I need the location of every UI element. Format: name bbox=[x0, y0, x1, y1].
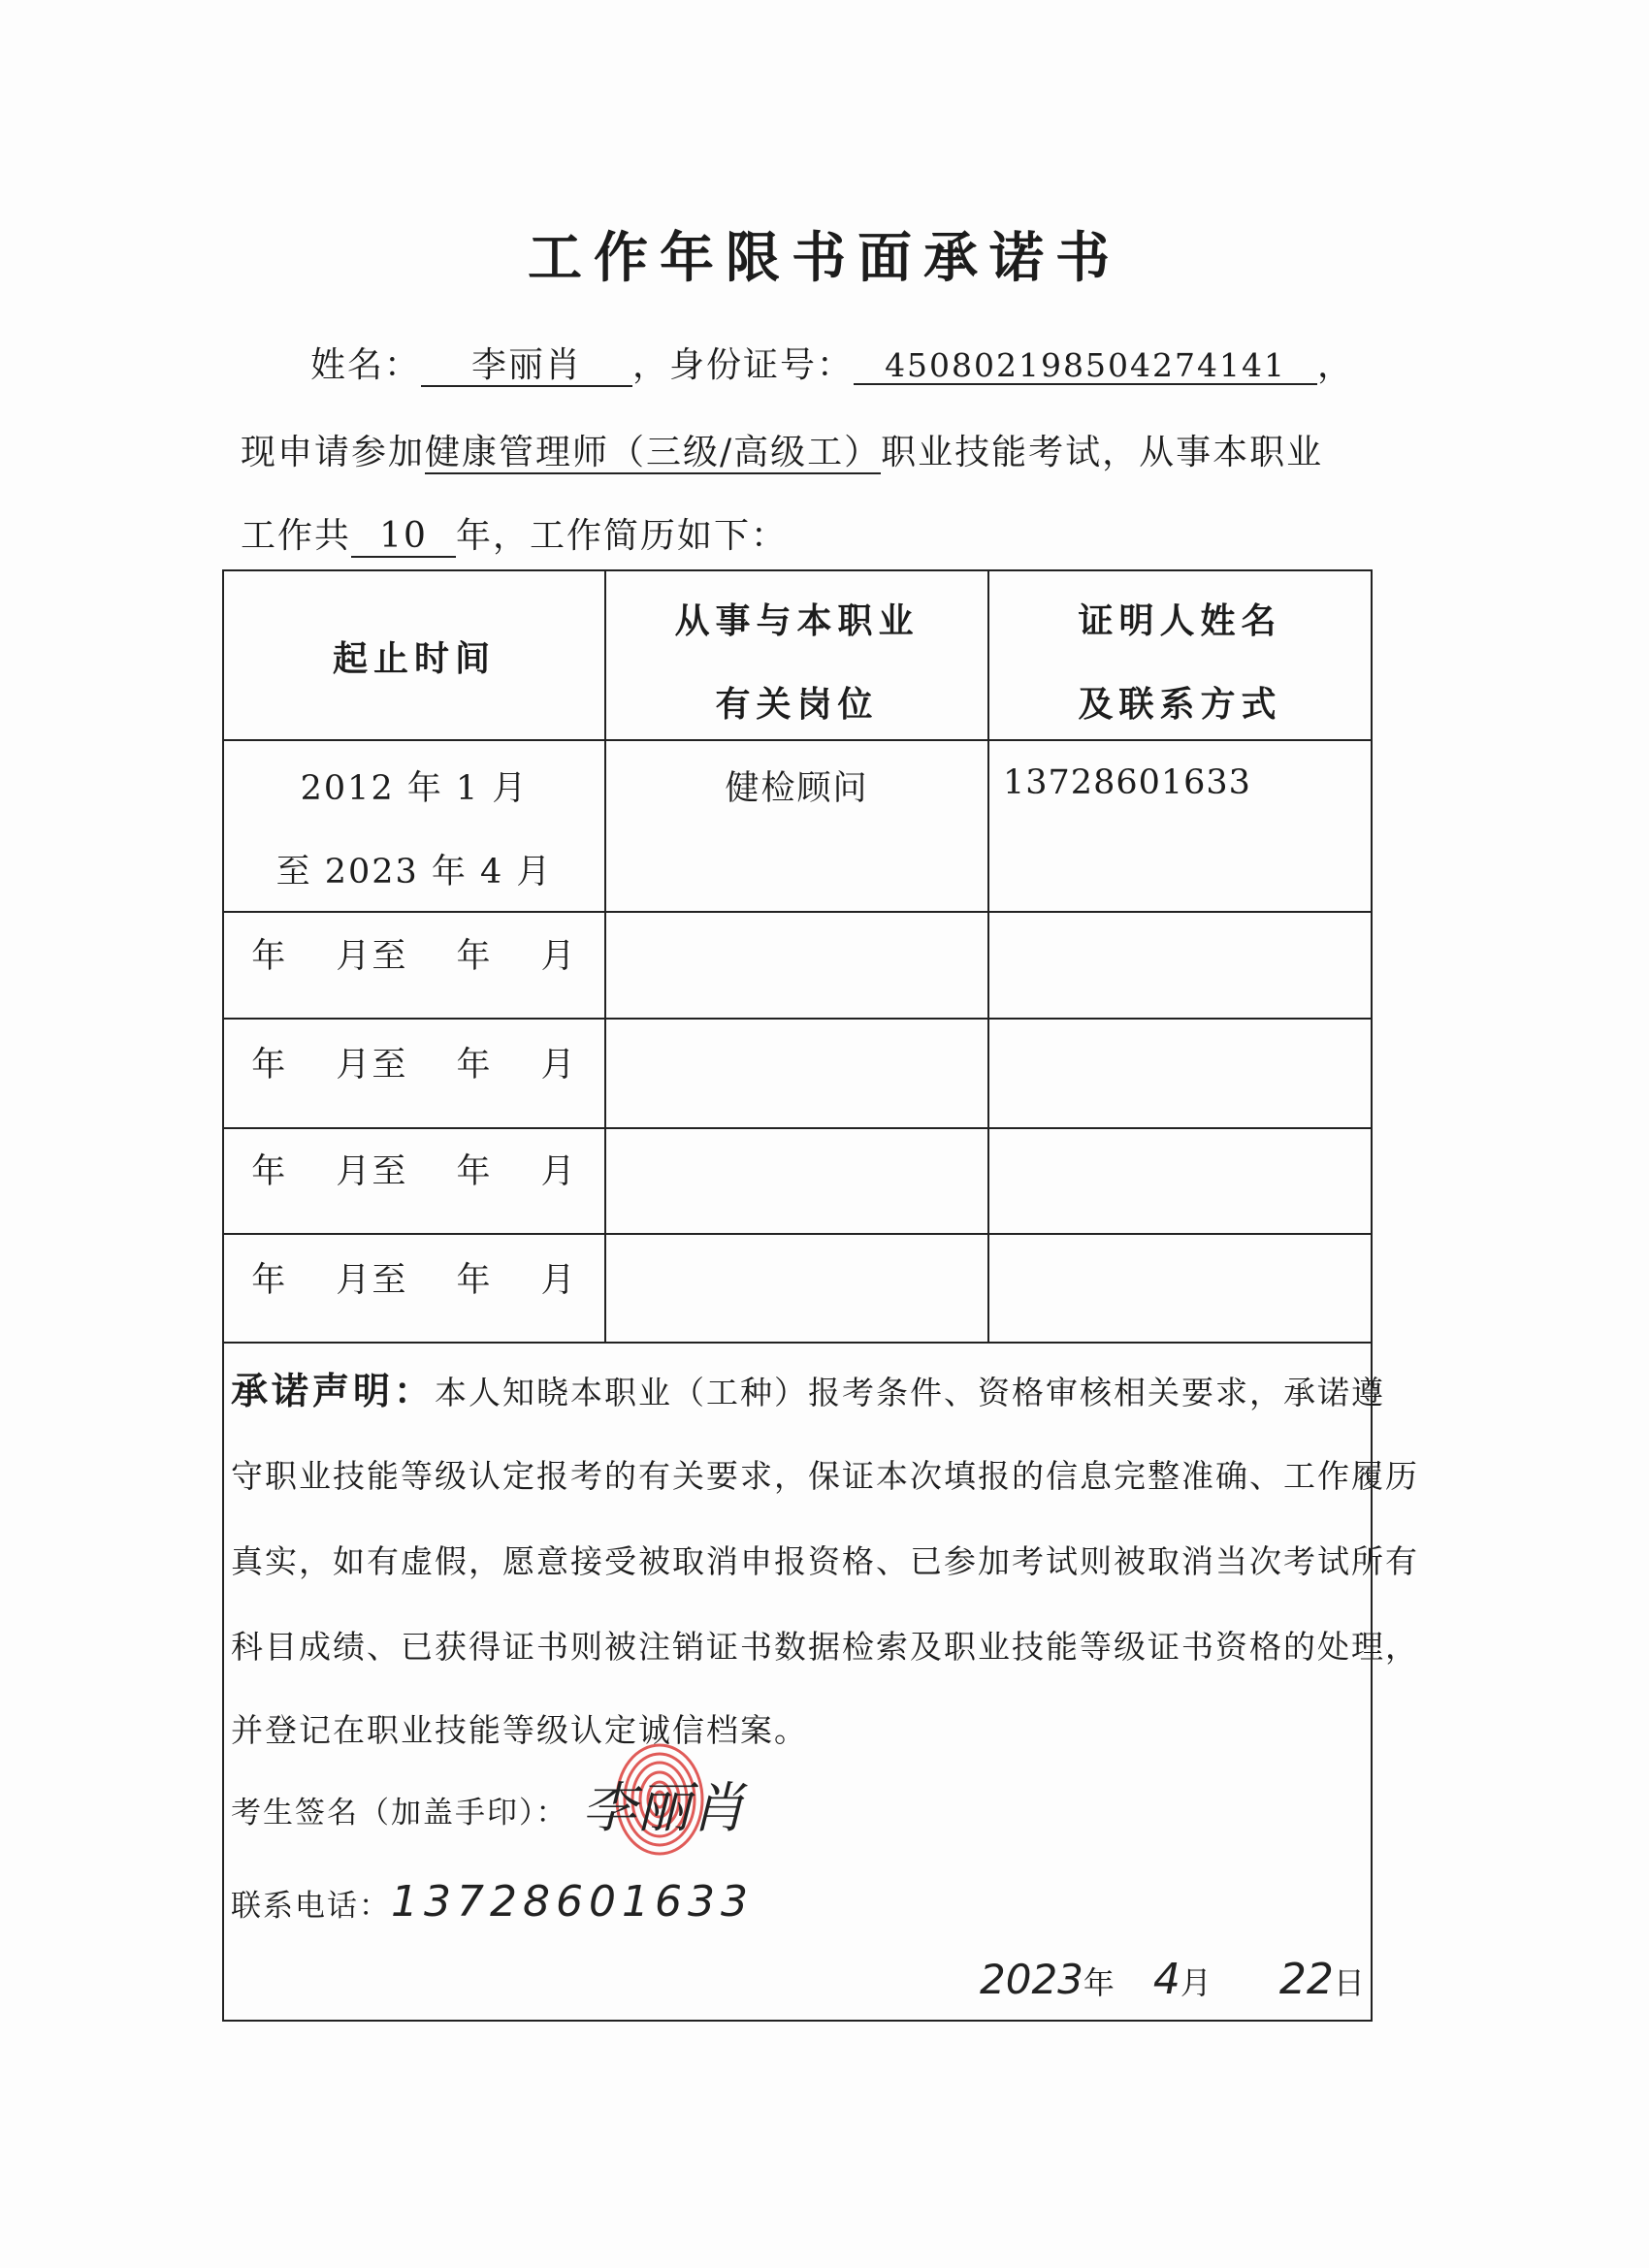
row2-period: 年 月至 年 月 bbox=[251, 937, 577, 976]
apply-prefix: 现申请参加 bbox=[241, 433, 426, 472]
date-month-unit: 月 bbox=[1180, 1964, 1212, 2001]
row4-period: 年 月至 年 月 bbox=[251, 1152, 577, 1191]
apply-suffix: 职业技能考试，从事本职业 bbox=[881, 433, 1324, 472]
date-day-unit: 日 bbox=[1333, 1964, 1365, 2001]
row1-period-line2: 至 2023 年 4 月 bbox=[275, 853, 553, 891]
id-label: ，身份证号： bbox=[632, 345, 855, 385]
sign-label: 考生签名（加盖手印）： bbox=[231, 1796, 568, 1831]
row3-period: 年 月至 年 月 bbox=[251, 1046, 577, 1085]
declaration-line1 bbox=[231, 1348, 1385, 1436]
date-year: 2023 bbox=[980, 1956, 1083, 2003]
name-label: 姓名： bbox=[310, 345, 422, 385]
id-value: 450802198504274141 bbox=[854, 348, 1317, 385]
row5-period: 年 月至 年 月 bbox=[251, 1261, 577, 1300]
row1-witness: 13728601633 bbox=[1003, 763, 1251, 802]
declaration-text-1: 本人知晓本职业（工种）报考条件、资格审核相关要求，承诺遵 bbox=[435, 1374, 1386, 1411]
declaration-line5: 并登记在职业技能等级认定诚信档案。 bbox=[231, 1711, 808, 1749]
phone-line bbox=[231, 1877, 754, 1927]
header-position-line2: 有关岗位 bbox=[715, 685, 879, 725]
declaration-line3: 真实，如有虚假，愿意接受被取消申报资格、已参加考试则被取消当次考试所有 bbox=[231, 1542, 1419, 1580]
signature-handwritten: 李丽肖 bbox=[582, 1777, 745, 1840]
phone-label: 联系电话： bbox=[231, 1889, 391, 1924]
header-witness-line1: 证明人姓名 bbox=[1078, 601, 1282, 641]
declaration-line4: 科目成绩、已获得证书则被注销证书数据检索及职业技能等级证书资格的处理， bbox=[231, 1628, 1419, 1666]
phone-handwritten: 13728601633 bbox=[391, 1877, 754, 1927]
header-witness-line2: 及联系方式 bbox=[1078, 685, 1282, 725]
header-position-line1: 从事与本职业 bbox=[674, 601, 920, 641]
name-value: 李丽肖 bbox=[421, 346, 632, 387]
declaration-label: 承诺声明： bbox=[231, 1370, 436, 1412]
page-title: 工作年限书面承诺书 bbox=[528, 227, 1121, 290]
row1-position: 健检顾问 bbox=[725, 769, 869, 808]
date-month: 4 bbox=[1152, 1955, 1180, 2004]
years-suffix: 年，工作简历如下： bbox=[456, 516, 789, 556]
id-trailing-comma: ， bbox=[1317, 345, 1355, 385]
years-value: 10 bbox=[351, 517, 456, 558]
row1-period-line1: 2012 年 1 月 bbox=[300, 769, 529, 808]
date-line bbox=[980, 1955, 1365, 2004]
declaration-line2: 守职业技能等级认定报考的有关要求，保证本次填报的信息完整准确、工作履历 bbox=[231, 1457, 1419, 1495]
exam-name: 健康管理师（三级/高级工） bbox=[425, 433, 882, 472]
header-period: 起止时间 bbox=[332, 639, 496, 679]
years-prefix: 工作共 bbox=[241, 516, 352, 556]
date-year-unit: 年 bbox=[1083, 1964, 1115, 2001]
date-day: 22 bbox=[1278, 1955, 1334, 2004]
